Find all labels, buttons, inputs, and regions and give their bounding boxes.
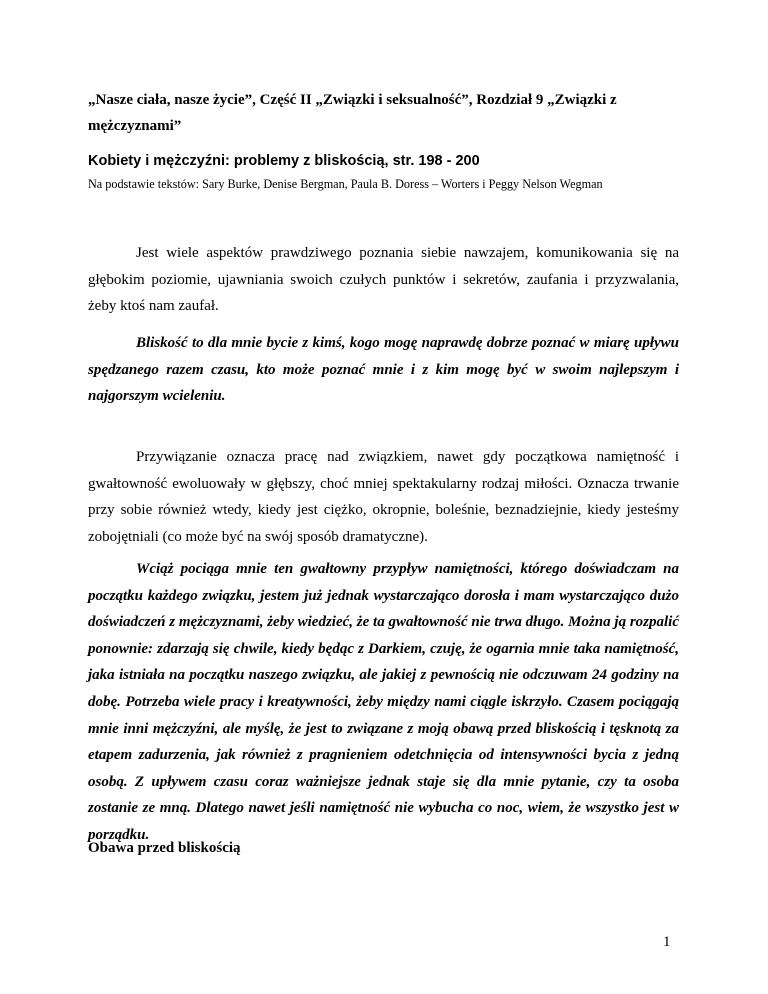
quote-paragraph: Wciąż pociąga mnie ten gwałtowny przypływ namiętności, którego doświadczam na początku każdego związku, jestem już jednak wystarczająco dorosła i mam wystarczająco dużo doświadczeń z mężczyznami, żeby wiedzieć, że ta gwałtowność nie trwa długo. Można ją rozpalić ponownie: zdarzają się chwile, kiedy będąc z Darkiem, czuję, że ogarnia mnie taka namiętność, jaka istniała na początku naszego związku, ale jakiej z pewnością nie odczuwam 24 godziny na dobę. Potrzeba wiele pracy i kreatywności, żeby między nami ciągle iskrzyło. Czasem pociągają mnie inni mężczyźni, ale myślę, że jest to związane z moją obawą przed bliskością i tęsknotą za etapem zadurzenia, jak również z pragnieniem odetchnięcia od intensywności bycia z jedną osobą. Z upływem czasu coraz ważniejsze jednak staje się dla mnie pytanie, czy ta osoba zostanie ze mną. Dlatego nawet jeśli namiętność nie wybucha co noc, wiem, że wszystko jest w porządku.	[88, 561, 679, 843]
body-paragraph: Przywiązanie oznacza pracę nad związkiem, nawet gdy początkowa namiętność i gwałtowność ewoluowały w głębszy, choć mniej spektakularny rodzaj miłości. Oznacza trwanie przy sobie również wtedy, kiedy jest ciężko, okropnie, boleśnie, beznadziejnie, kiedy jesteśmy zobojętniali (co może być na swój sposób dramatyczne).	[88, 449, 679, 545]
sources-line: Na podstawie tekstów: Sary Burke, Denise Bergman, Paula B. Doress – Worters i Peggy Nelson Wegman	[88, 177, 603, 191]
page-number: 1	[663, 934, 671, 950]
document-title: „Nasze ciała, nasze życie”, Część II „Związki i seksualność”, Rozdział 9 „Związki z mężczyznami”	[88, 92, 617, 134]
section-heading: Kobiety i mężczyźni: problemy z bliskością, str. 198 - 200	[88, 153, 480, 169]
subheading: Obawa przed bliskością	[88, 840, 241, 856]
quote-paragraph: Bliskość to dla mnie bycie z kimś, kogo mogę naprawdę dobrze poznać w miarę upływu spędzanego razem czasu, kto może poznać mnie i z kim mogę być w swoim najlepszym i najgorszym wcieleniu.	[88, 335, 679, 405]
body-paragraph: Jest wiele aspektów prawdziwego poznania siebie nawzajem, komunikowania się na głębokim poziomie, ujawniania swoich czułych punktów i sekretów, zaufania i przyzwalania, żeby ktoś nam zaufał.	[88, 245, 679, 315]
